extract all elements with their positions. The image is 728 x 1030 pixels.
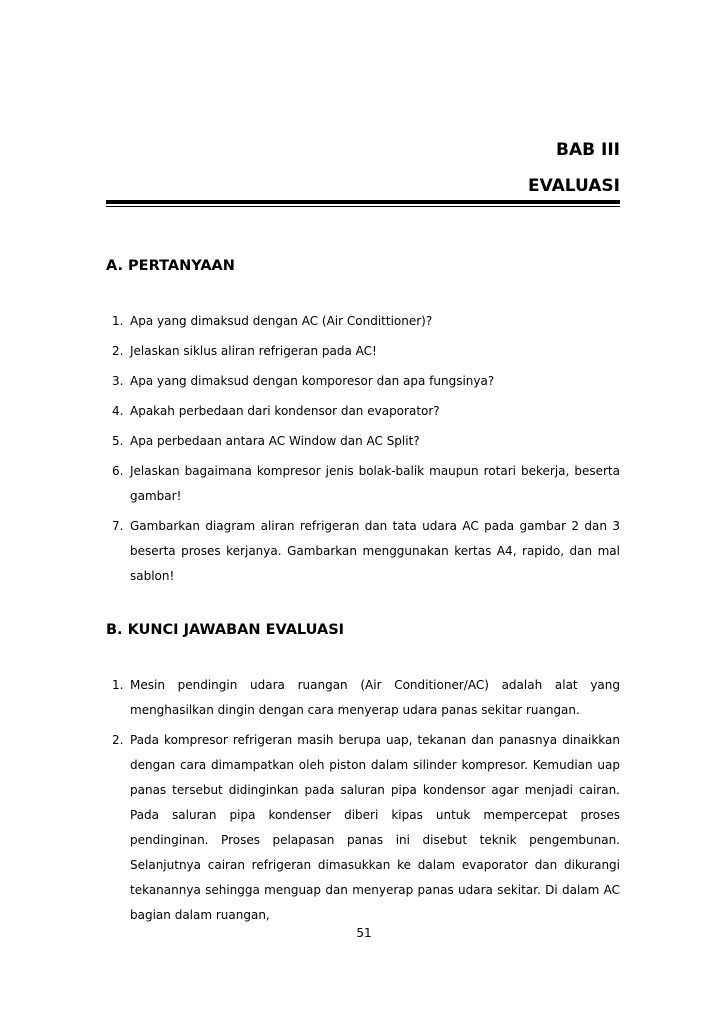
- question-item: [106, 339, 620, 364]
- header-rule-thick: [106, 200, 620, 204]
- section-questions: [106, 256, 620, 594]
- question-number: 2.: [112, 344, 124, 358]
- question-number: 4.: [112, 404, 124, 418]
- question-number: 3.: [112, 374, 124, 388]
- question-text: Apakah perbedaan dari kondensor dan evaporator?: [130, 404, 440, 418]
- question-number: 5.: [112, 434, 124, 448]
- question-number: 6.: [112, 464, 124, 478]
- question-text: Jelaskan siklus aliran refrigeran pada AC!: [130, 344, 377, 358]
- answer-item: [106, 673, 620, 723]
- answer-number: 1.: [112, 678, 124, 692]
- chapter-header: [106, 132, 620, 204]
- question-number: 7.: [112, 519, 124, 533]
- section-answer-key: [106, 620, 620, 933]
- question-item: [106, 399, 620, 424]
- section-questions-title: A. PERTANYAAN: [106, 258, 235, 274]
- question-item: [106, 309, 620, 334]
- question-item: [106, 514, 620, 589]
- question-text: Gambarkan diagram aliran refrigeran dan tata udara AC pada gambar 2 dan 3 beserta proses kerjanya. Gambarkan menggunakan kertas A4, rapido, dan mal sablon!: [130, 519, 620, 583]
- question-list: [106, 309, 620, 589]
- header-rule-thin: [106, 206, 620, 207]
- question-text: Apa perbedaan antara AC Window dan AC Split?: [130, 434, 420, 448]
- answer-text: Pada kompresor refrigeran masih berupa uap, tekanan dan panasnya dinaikkan dengan cara dimampatkan oleh piston dalam silinder kompresor. Kemudian uap panas tersebut didinginkan pada saluran pipa kondensor agar menjadi cairan. Pada saluran pipa kondenser diberi kipas untuk mempercepat proses pendinginan. Proses pelapasan panas ini disebut teknik pengembunan. Selanjutnya cairan refrigeran dimasukkan ke dalam evaporator dan dikurangi tekanannya sehingga menguap dan menyerap panas udara sekitar. Di dalam AC bagian dalam ruangan,: [130, 733, 620, 922]
- question-item: [106, 459, 620, 509]
- question-text: Apa yang dimaksud dengan AC (Air Condittioner)?: [130, 314, 433, 328]
- page-number: 51: [356, 926, 372, 940]
- question-item: [106, 429, 620, 454]
- question-text: Apa yang dimaksud dengan komporesor dan apa fungsinya?: [130, 374, 495, 388]
- answer-list: [106, 673, 620, 928]
- chapter-number: BAB III: [556, 140, 620, 160]
- question-text: Jelaskan bagaimana kompresor jenis bolak-balik maupun rotari bekerja, beserta gambar!: [130, 464, 620, 503]
- question-number: 1.: [112, 314, 124, 328]
- section-answer-key-title: B. KUNCI JAWABAN EVALUASI: [106, 622, 345, 638]
- question-item: [106, 369, 620, 394]
- chapter-title: EVALUASI: [527, 176, 620, 196]
- answer-item: [106, 728, 620, 928]
- answer-number: 2.: [112, 733, 124, 747]
- answer-text: Mesin pendingin udara ruangan (Air Conditioner/AC) adalah alat yang menghasilkan dingin dengan cara menyerap udara panas sekitar ruangan.: [130, 678, 620, 717]
